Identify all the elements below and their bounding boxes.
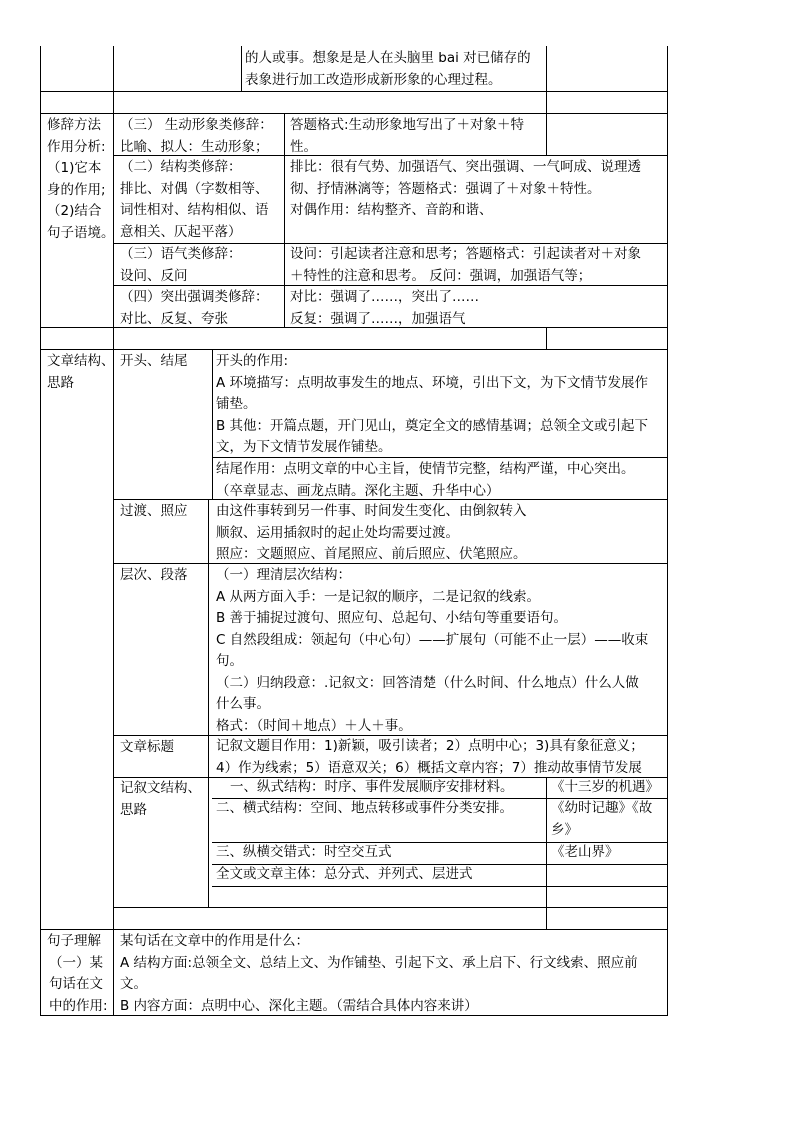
- table-rule: [113, 907, 668, 908]
- struct-type-text: 词性相对、结构相似、语: [120, 202, 269, 218]
- sentence-text: 文。: [120, 976, 147, 992]
- narrative-row-example: 《幼时记趣》《故: [551, 800, 653, 816]
- levels-text: C 自然段组成：领起句（中心句）——扩展句（可能不止一层）——收束: [216, 631, 649, 648]
- table-rule: [113, 113, 114, 328]
- narrative-row-text: 一、纵式结构：时序、事件发展顺序安排材料。: [230, 779, 514, 795]
- struct-answer-text: 对偶作用：结构整齐、音韵和谐、: [290, 202, 493, 218]
- narrative-label: 思路: [120, 801, 147, 818]
- struct-type-text: 排比、对偶（字数相等、: [120, 180, 269, 197]
- transition-text: 照应：文题照应、首尾照应、前后照应、伏笔照应。: [216, 546, 527, 562]
- levels-text: 什么事。: [216, 696, 270, 712]
- emph-type-text: （四）突出强调类修辞：: [120, 289, 269, 305]
- tone-type-text: 设问、反问: [120, 267, 188, 284]
- emph-type-text: 对比、反复、夸张: [120, 310, 228, 327]
- table-rule: [546, 327, 547, 350]
- table-rule: [113, 46, 114, 114]
- table-rule: [113, 929, 114, 1016]
- sentence-label: （一）某: [49, 954, 103, 971]
- end-text: 结尾作用：点明文章的中心主旨，使情节完整，结构严谨，中心突出。: [216, 461, 635, 477]
- levels-text: 格式：（时间＋地点）＋人＋事。: [216, 717, 412, 734]
- sentence-text: A 结构方面:总领全文、总结上文、为作铺垫、引起下文、承上启下、行文线索、照应前: [120, 954, 638, 971]
- transition-label: 过渡、照应: [120, 503, 188, 519]
- levels-text: B 善于捕捉过渡句、照应句、总起句、小结句等重要语句。: [216, 610, 568, 626]
- vivid-type-text: （三） 生动形象类修辞：: [120, 117, 273, 133]
- vivid-answer-text: 性。: [290, 138, 317, 155]
- narrative-row-text: 全文或文章主体：总分式、并列式、层进式: [216, 866, 473, 882]
- transition-text: 顺叙、运用插叙时的起止处均需要过渡。: [216, 524, 459, 541]
- table-rule: [113, 349, 114, 930]
- top-line: 表象进行加工改造形成新形象的心理过程。: [245, 72, 502, 88]
- narrative-label: 记叙文结构、: [120, 780, 201, 796]
- title-text: 4）作为线索；5）语意双关；6）概括文章内容；7）推动故事情节发展: [216, 759, 642, 776]
- sentence-label: 句话在文: [49, 976, 103, 992]
- struct-type-text: （二）结构类修辞：: [120, 159, 242, 175]
- open-end-text: 铺垫。: [216, 396, 257, 412]
- emph-answer-text: 对比：强调了……，突出了……: [290, 289, 479, 305]
- levels-label: 层次、段落: [120, 567, 188, 583]
- narrative-row-example: 《十三岁的机遇》: [551, 779, 659, 795]
- structure-label: 文章结构、: [47, 353, 115, 369]
- levels-text: A 从两方面入手：一是记叙的顺序，二是记叙的线索。: [216, 588, 541, 605]
- narrative-row-example: 《老山界》: [551, 844, 619, 860]
- rhetoric-label: 句子语境。: [47, 224, 115, 241]
- tone-answer-text: ＋特性的注意和思考。 反问：强调，加强语气等；: [290, 267, 592, 284]
- rhetoric-label: 修辞方法: [47, 117, 101, 133]
- rhetoric-label: 作用分析:: [47, 138, 106, 155]
- table-rule: [546, 46, 547, 114]
- tone-type-text: （三）语气类修辞：: [120, 246, 242, 262]
- open-end-text: A 环境描写：点明故事发生的地点、环境，引出下文，为下文情节发展作: [216, 374, 649, 391]
- levels-text: （一）理清层次结构：: [216, 567, 351, 583]
- table-rule: [212, 349, 213, 500]
- title-label: 文章标题: [120, 739, 174, 755]
- table-rule: [208, 499, 209, 908]
- narrative-row-text: 二、横式结构：空间、地点转移或事件分类安排。: [216, 800, 513, 816]
- levels-text: （二）归纳段意：.记叙文：回答清楚（什么时间、什么地点）什么人做: [216, 674, 639, 691]
- table-rule: [241, 46, 242, 92]
- table-rule: [40, 113, 668, 114]
- narrative-row-text: 三、纵横交错式：时空交互式: [216, 844, 392, 860]
- table-rule: [212, 886, 668, 887]
- struct-type-text: 意相关、仄起平落）: [120, 223, 242, 240]
- vivid-answer-text: 答题格式:生动形象地写出了＋对象＋特: [290, 117, 525, 133]
- transition-text: 由这件事转到另一件事、时间发生变化、由倒叙转入: [216, 503, 527, 519]
- open-end-text: 文，为下文情节发展作铺垫。: [216, 439, 392, 455]
- table-rule: [113, 327, 114, 350]
- rhetoric-label: （2)结合: [47, 203, 102, 219]
- rhetoric-label: 身的作用;: [47, 181, 106, 198]
- open-end-label: 开头、结尾: [120, 353, 188, 369]
- tone-answer-text: 设问：引起读者注意和思考；答题格式：引起读者对＋对象: [290, 246, 641, 262]
- end-text: （卒章显志、画龙点睛。深化主题、升华中心）: [216, 482, 500, 499]
- table-rule: [546, 777, 547, 908]
- table-rule: [40, 929, 668, 930]
- sentence-text: B 内容方面：点明中心、深化主题。（需结合具体内容来讲）: [120, 997, 478, 1014]
- table-rule: [546, 113, 547, 156]
- struct-answer-text: 彻、抒情淋漓等；答题格式：强调了＋对象＋特性。: [290, 180, 601, 197]
- table-rule: [546, 907, 547, 930]
- table-rule: [40, 46, 41, 1016]
- levels-text: 句。: [216, 653, 243, 669]
- title-text: 记叙文题目作用：1)新颖，吸引读者；2）点明中心；3)具有象征意义；: [216, 738, 644, 754]
- open-end-text: B 其他：开篇点题，开门见山，奠定全文的感情基调；总领全文或引起下: [216, 417, 649, 434]
- table-rule: [667, 46, 668, 1016]
- vivid-type-text: 比喻、拟人：生动形象；: [120, 138, 269, 155]
- table-rule: [40, 349, 668, 350]
- emph-answer-text: 反复：强调了……，加强语气: [290, 310, 466, 327]
- table-rule: [284, 113, 285, 328]
- narrative-row-example: 乡》: [551, 821, 578, 838]
- sentence-label: 中的作用:: [49, 997, 108, 1014]
- sentence-label: 句子理解: [47, 933, 101, 949]
- open-end-text: 开头的作用:: [216, 353, 289, 369]
- structure-label: 思路: [47, 374, 74, 391]
- top-line: 的人或事。想象是是人在头脑里 bai 对已储存的: [245, 50, 531, 66]
- struct-answer-text: 排比：很有气势、加强语气、突出强调、一气呵成、说理透: [290, 159, 641, 175]
- rhetoric-label: （1)它本: [47, 160, 102, 176]
- sentence-text: 某句话在文章中的作用是什么：: [120, 933, 309, 949]
